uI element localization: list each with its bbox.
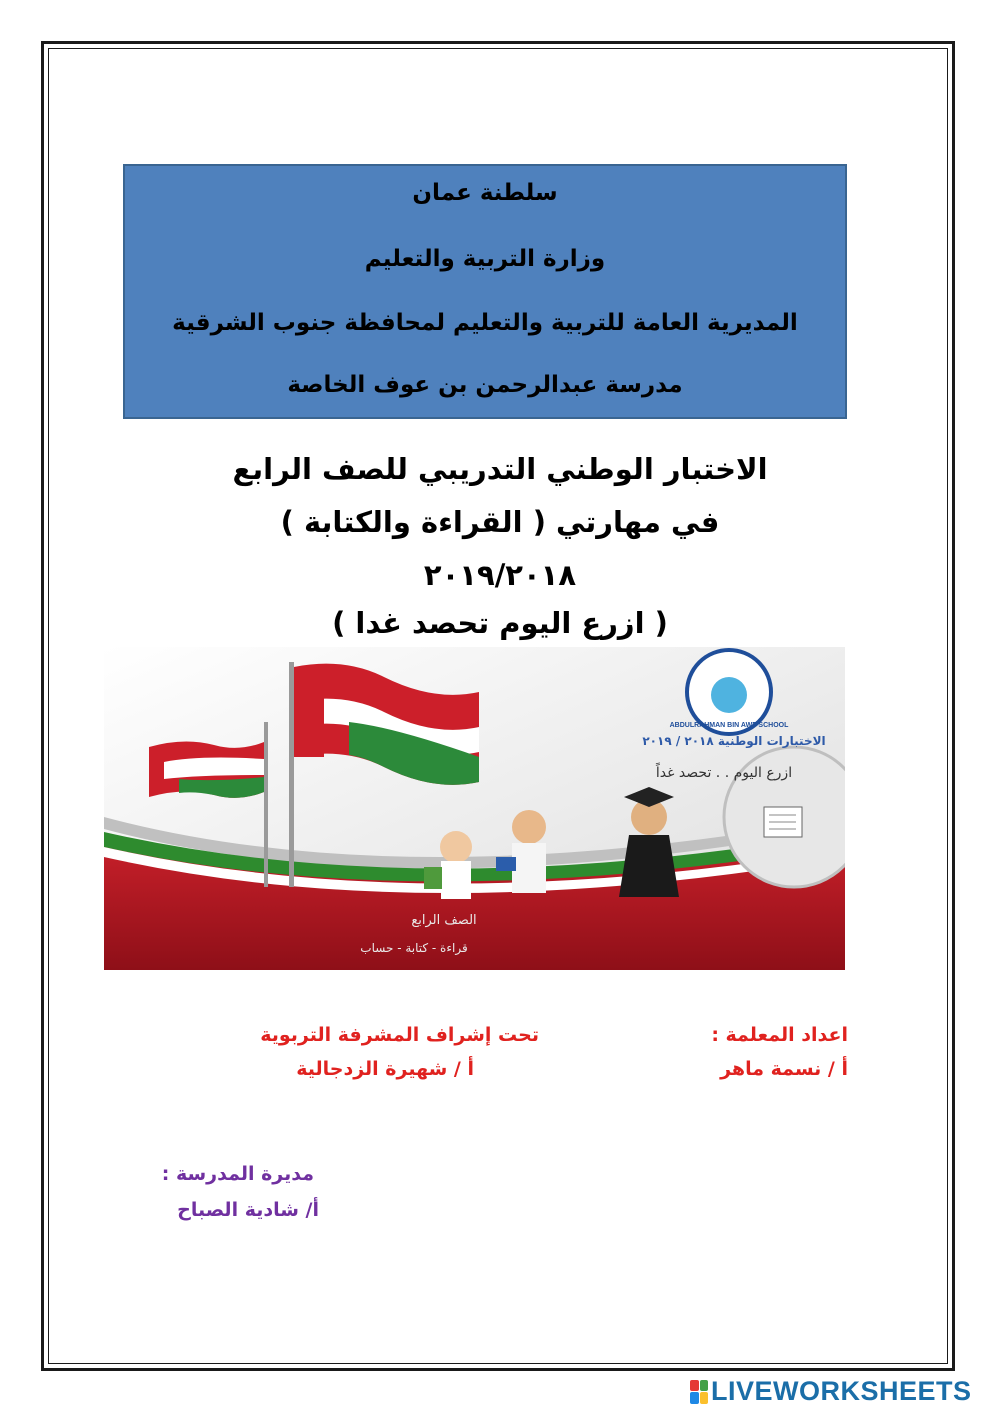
header-line-directorate: المديرية العامة للتربية والتعليم لمحافظة جنوب الشرقية bbox=[172, 310, 798, 336]
ministry-header-box bbox=[123, 164, 847, 419]
supervisor-name: أ / شهيرة الزدجالية bbox=[296, 1058, 474, 1080]
supervisor-label: تحت إشراف المشرفة التربوية bbox=[260, 1024, 539, 1046]
teacher-label: اعداد المعلمة : bbox=[711, 1024, 848, 1046]
teacher-name: أ / نسمة ماهر bbox=[720, 1058, 848, 1080]
exam-motto: ( ازرع اليوم تحصد غدا ) bbox=[332, 606, 668, 640]
header-line-ministry: وزارة التربية والتعليم bbox=[364, 246, 606, 272]
banner-subjects: قراءة - كتابة - حساب bbox=[360, 941, 468, 955]
exam-subtitle: في مهارتي ( القراءة والكتابة ) bbox=[280, 505, 720, 539]
header-line-sultanate: سلطنة عمان bbox=[412, 180, 558, 206]
liveworksheets-logo-icon bbox=[690, 1380, 708, 1404]
exam-title: الاختبار الوطني التدريبي للصف الرابع bbox=[232, 452, 768, 486]
liveworksheets-watermark[interactable] bbox=[690, 1376, 972, 1407]
banner-slogan: ازرع اليوم . . تحصد غداً bbox=[655, 765, 793, 781]
exam-year: ٢٠١٩/٢٠١٨ bbox=[423, 558, 577, 592]
liveworksheets-text: LIVEWORKSHEETS bbox=[711, 1376, 972, 1406]
principal-label: مديرة المدرسة : bbox=[161, 1163, 314, 1185]
banner-exams-label: الاختبارات الوطنية ٢٠١٨ / ٢٠١٩ bbox=[642, 734, 826, 748]
school-logo-text: ABDULRAHMAN BIN AWF SCHOOL bbox=[669, 722, 789, 729]
header-line-school: مدرسة عبدالرحمن بن عوف الخاصة bbox=[287, 372, 683, 398]
cover-banner-image bbox=[104, 647, 845, 970]
banner-grade: الصف الرابع bbox=[411, 913, 477, 928]
principal-name: أ/ شادية الصباح bbox=[177, 1199, 319, 1221]
